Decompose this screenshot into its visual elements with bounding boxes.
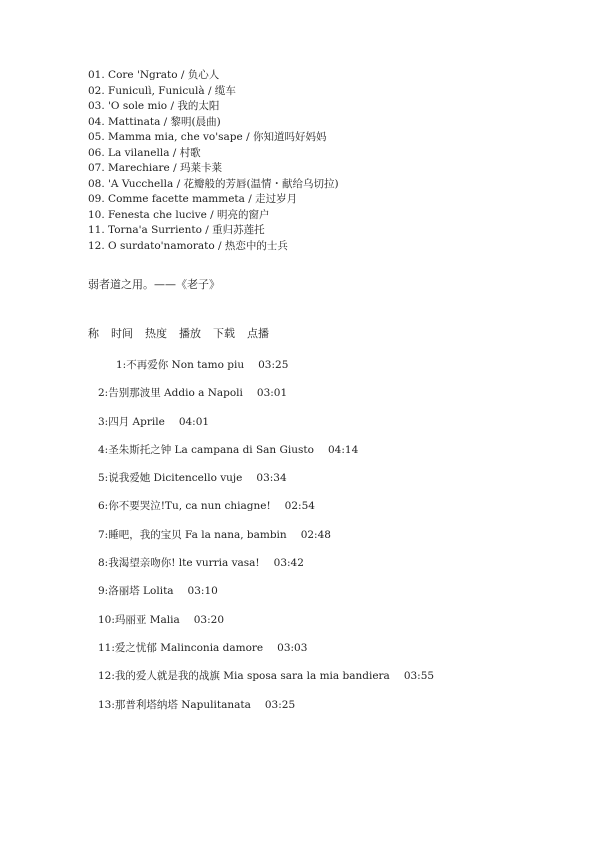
list-item: 07. Marechiare / 玛莱卡莱: [88, 162, 222, 174]
song-title: 7:睡吧，我的宝贝 Fa la nana, bambin: [98, 528, 287, 541]
song-title: 2:告别那波里 Addio a Napoli: [98, 387, 243, 400]
table-row: [0, 527, 434, 555]
song-title: 13:那普利塔纳塔 Napulitanata: [98, 698, 251, 711]
list-item: 05. Mamma mia, che vo'sape / 你知道吗好妈妈: [88, 131, 327, 143]
song-duration: 03:55: [403, 670, 435, 683]
list-item: 03. 'O sole mio / 我的太阳: [88, 100, 220, 112]
header-time: 时间: [111, 327, 133, 340]
song-duration: 03:10: [187, 585, 218, 598]
table-row: [0, 612, 434, 640]
song-duration: 04:01: [178, 415, 210, 428]
header-name: 称: [88, 327, 99, 340]
song-title: 10:玛丽亚 Malia: [98, 613, 180, 626]
table-row: [0, 697, 434, 725]
table-row: [0, 385, 434, 413]
table-row: [0, 442, 434, 470]
header-play: 播放: [179, 327, 201, 340]
table-header: [88, 326, 281, 342]
list-item: 06. La vilanella / 村歌: [88, 146, 201, 159]
song-table: [0, 357, 434, 725]
table-row: [0, 470, 434, 498]
table-row: [0, 498, 434, 526]
header-download: 下载: [213, 327, 235, 340]
song-duration: 03:20: [193, 613, 224, 626]
italian-song-list: [88, 68, 339, 254]
list-item: 09. Comme facette mammeta / 走过岁月: [88, 193, 298, 205]
song-title: 5:说我爱她 Dicitencello vuje: [98, 472, 243, 485]
list-item: 08. 'A Vucchella / 花瓣般的芳唇(温情・献给乌切拉): [88, 177, 339, 190]
list-item: 01. Core 'Ngrato / 负心人: [88, 69, 220, 81]
table-row: [0, 414, 434, 442]
song-title: 6:你不要哭泣!Tu, ca nun chiagne!: [98, 500, 271, 513]
song-title: 1:不再爱你 Non tamo piu: [116, 359, 245, 371]
song-duration: 03:03: [277, 641, 308, 654]
song-title: 3:四月 Aprile: [98, 415, 165, 428]
song-duration: 03:01: [256, 387, 288, 400]
song-title: 4:圣朱斯托之钟 La campana di San Giusto: [98, 443, 314, 456]
song-duration: 03:25: [258, 359, 289, 371]
table-row: [0, 555, 434, 583]
song-title: 8:我渴望亲吻你! lte vurria vasa!: [98, 557, 260, 570]
song-duration: 02:48: [300, 528, 331, 541]
table-row: [0, 640, 434, 668]
song-duration: 02:54: [284, 500, 315, 513]
header-popularity: 热度: [145, 327, 167, 340]
song-title: 9:洛丽塔 Lolita: [98, 585, 174, 598]
header-request: 点播: [247, 327, 269, 340]
laozi-quote: 弱者道之用。——《老子》: [88, 278, 220, 291]
list-item: 11. Torna'a Surriento / 重归苏莲托: [88, 224, 265, 236]
table-row: [0, 668, 434, 696]
table-row: [0, 583, 434, 611]
list-item: 04. Mattinata / 黎明(晨曲): [88, 115, 221, 128]
list-item: 10. Fenesta che lucive / 明亮的窗户: [88, 208, 270, 221]
song-title: 11:爱之忧郁 Malinconia damore: [98, 641, 264, 654]
song-duration: 03:34: [256, 472, 287, 485]
song-title: 12:我的爱人就是我的战旗 Mia sposa sara la mia bandiera: [98, 670, 390, 683]
list-item: 02. Funiculì, Funiculà / 缆车: [88, 84, 236, 97]
list-item: 12. O surdato'namorato / 热恋中的士兵: [88, 239, 288, 252]
song-duration: 04:14: [327, 443, 359, 456]
table-row: [0, 357, 434, 385]
song-duration: 03:25: [264, 698, 296, 711]
song-duration: 03:42: [273, 557, 304, 570]
